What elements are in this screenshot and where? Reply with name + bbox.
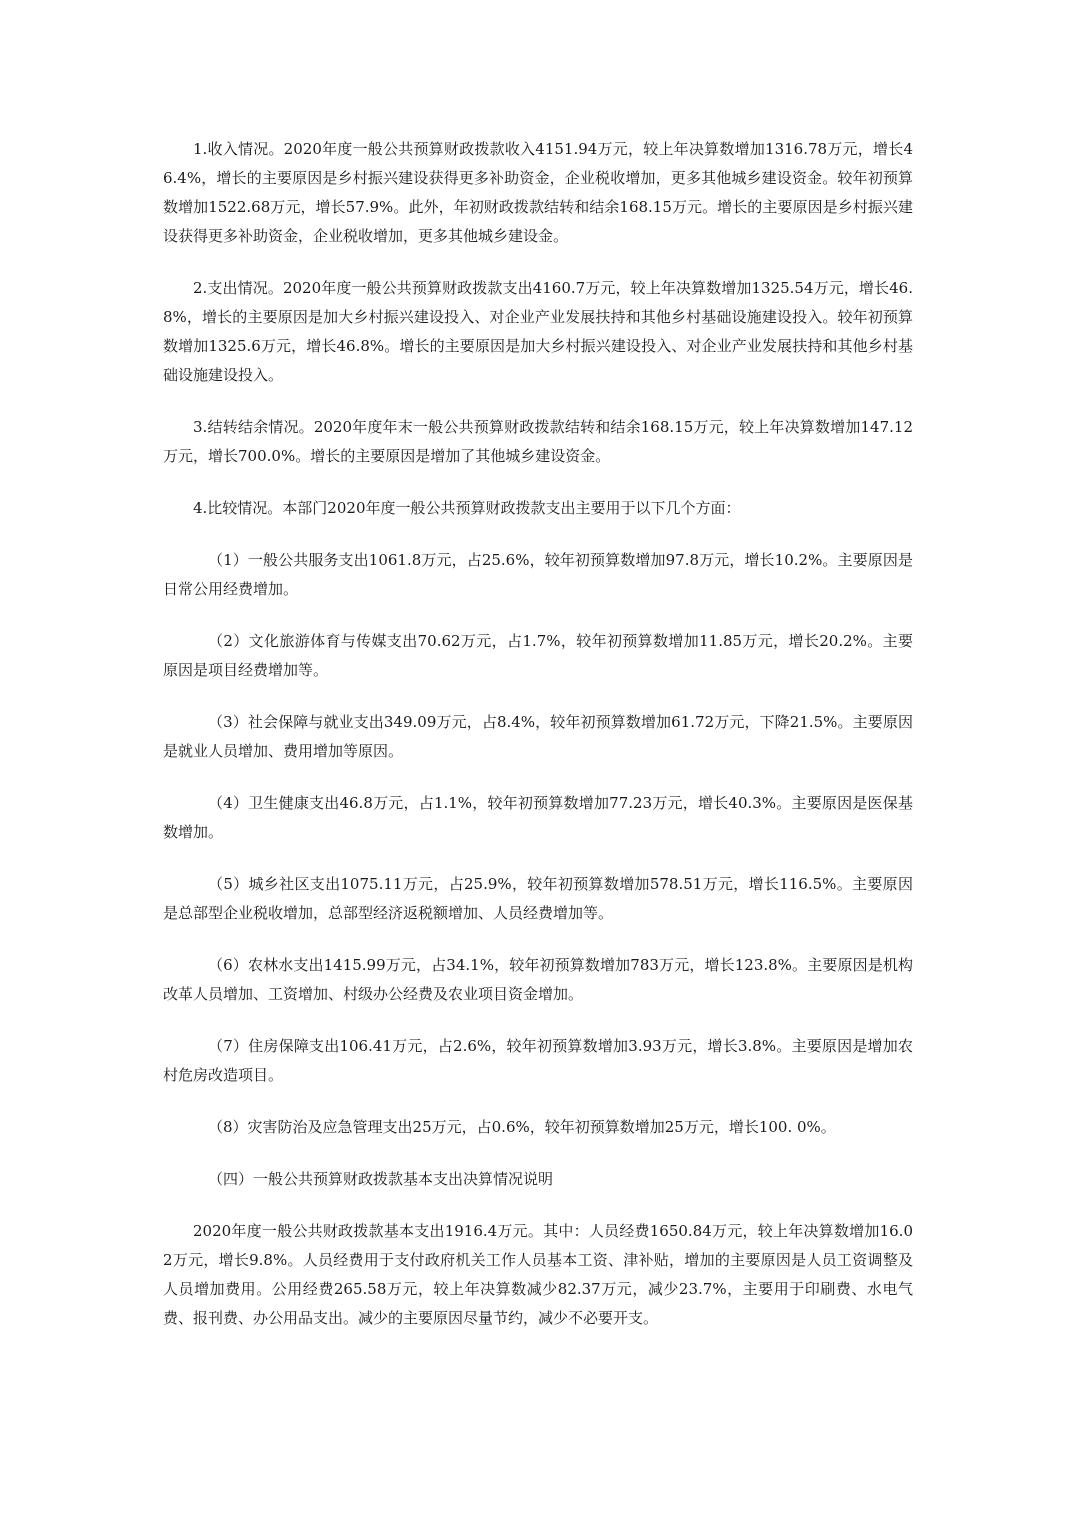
paragraph-carryover: 3.结转结余情况。2020年度年末一般公共预算财政拨款结转和结余168.15万元，较上年决算数增加147.12万元，增长700.0%。增长的主要原因是增加了其他城乡建设资金。 [163,418,913,465]
paragraph-item-6: （6）农林水支出1415.99万元，占34.1%，较年初预算数增加783万元，增长123.8%。主要原因是机构改革人员增加、工资增加、村级办公经费及农业项目资金增加。 [163,956,913,1003]
paragraph-expenditure: 2.支出情况。2020年度一般公共预算财政拨款支出4160.7万元，较上年决算数增加1325.54万元，增长46.8%，增长的主要原因是加大乡村振兴建设投入、对企业产业发展扶持和其他乡村基础设施建设投入。较年初预算数增加1325.6万元，增长46.8%。增长的主要原因是加大乡村振兴建设投入、对企业产业发展扶持和其他乡村基础设施建设投入。 [163,279,913,384]
paragraph-item-1: （1）一般公共服务支出1061.8万元，占25.6%，较年初预算数增加97.8万元，增长10.2%。主要原因是日常公用经费增加。 [163,551,913,598]
paragraph-item-8: （8）灾害防治及应急管理支出25万元，占0.6%，较年初预算数增加25万元，增长100. 0%。 [208,1118,836,1136]
paragraph-basic-expenditure: 2020年度一般公共财政拨款基本支出1916.4万元。其中：人员经费1650.84万元，较上年决算数增加16.02万元，增长9.8%。人员经费用于支付政府机关工作人员基本工资、津补贴，增加的主要原因是人员工资调整及人员增加费用。公用经费265.58万元，较上年决算数减少82.37万元，减少23.7%，主要用于印刷费、水电气费、报刊费、办公用品支出。减少的主要原因尽量节约，减少不必要开支。 [163,1222,913,1327]
paragraph-item-7: （7）住房保障支出106.41万元，占2.6%，较年初预算数增加3.93万元，增长3.8%。主要原因是增加农村危房改造项目。 [163,1037,913,1084]
paragraph-item-5: （5）城乡社区支出1075.11万元，占25.9%，较年初预算数增加578.51万元，增长116.5%。主要原因是总部型企业税收增加，总部型经济返税额增加、人员经费增加等。 [163,875,913,922]
paragraph-item-4: （4）卫生健康支出46.8万元，占1.1%，较年初预算数增加77.23万元，增长40.3%。主要原因是医保基数增加。 [163,794,913,841]
paragraph-item-3: （3）社会保障与就业支出349.09万元，占8.4%，较年初预算数增加61.72万元，下降21.5%。主要原因是就业人员增加、费用增加等原因。 [163,713,913,760]
paragraph-income: 1.收入情况。2020年度一般公共预算财政拨款收入4151.94万元，较上年决算数增加1316.78万元，增长46.4%，增长的主要原因是乡村振兴建设获得更多补助资金，企业税收增加，更多其他城乡建设资金。较年初预算数增加1522.68万元，增长57.9%。此外，年初财政拨款结转和结余168.15万元。增长的主要原因是乡村振兴建设获得更多补助资金，企业税收增加，更多其他城乡建设金。 [163,140,913,245]
paragraph-comparison: 4.比较情况。本部门2020年度一般公共预算财政拨款支出主要用于以下几个方面： [193,499,741,517]
document-body [163,135,913,1356]
section-heading: （四）一般公共预算财政拨款基本支出决算情况说明 [208,1170,554,1188]
paragraph-item-2: （2）文化旅游体育与传媒支出70.62万元，占1.7%，较年初预算数增加11.85万元，增长20.2%。主要原因是项目经费增加等。 [163,632,913,679]
